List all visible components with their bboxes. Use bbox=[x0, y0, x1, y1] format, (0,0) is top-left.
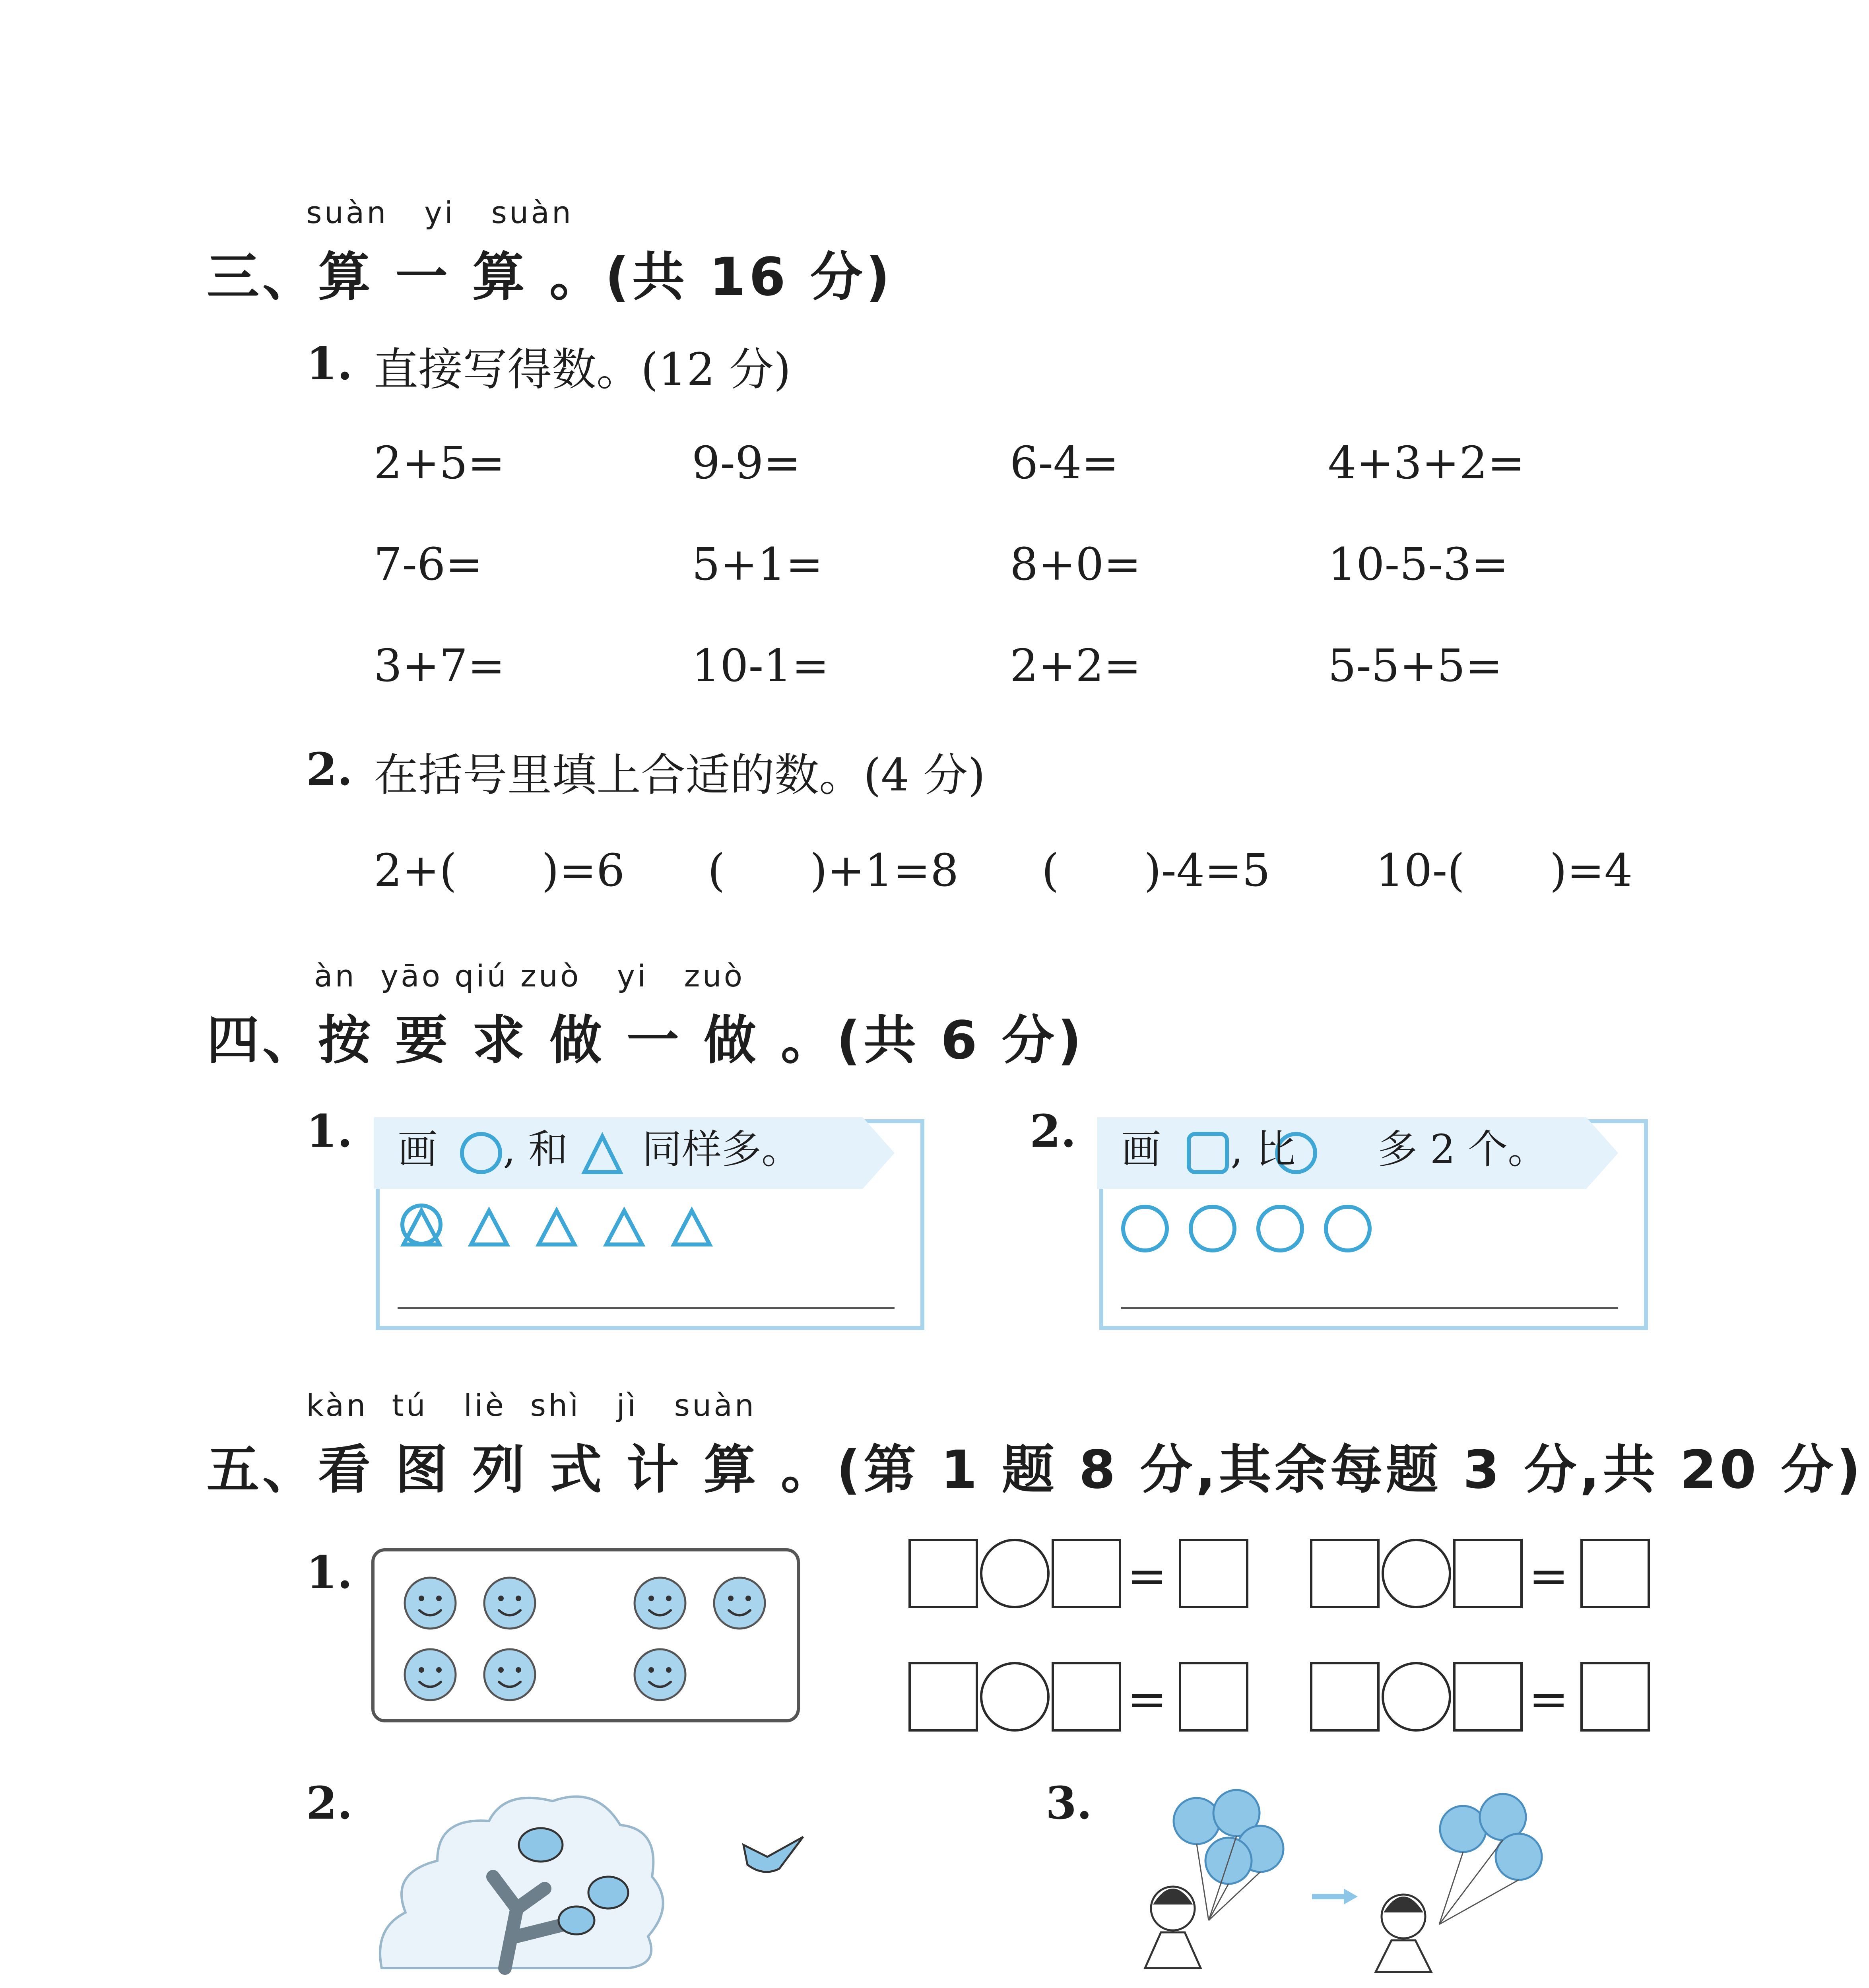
bird-icon bbox=[588, 1877, 628, 1908]
equation: 3+7= bbox=[374, 640, 505, 692]
equals-sign: = bbox=[1127, 1549, 1167, 1604]
smiley-face-icon bbox=[405, 1649, 456, 1700]
circle-shape bbox=[1191, 1207, 1234, 1250]
operator-circle[interactable] bbox=[1382, 1539, 1451, 1608]
s5-q1-number: 1. bbox=[306, 1547, 353, 1599]
smiley-face-icon bbox=[405, 1578, 456, 1629]
s3-q1-title: 直接写得数。(12 分) bbox=[374, 344, 791, 396]
s4-q1-prompt-b: , 和 bbox=[503, 1126, 568, 1173]
s5-q3-number: 3. bbox=[1046, 1777, 1092, 1829]
fill-blank-item[interactable]: 10-( )=4 bbox=[1376, 845, 1633, 897]
smiley-faces-picture bbox=[370, 1547, 803, 1726]
s4-q2-prompt-a: 画 bbox=[1121, 1126, 1161, 1173]
equation: 5+1= bbox=[692, 539, 823, 590]
equals-sign: = bbox=[1127, 1672, 1167, 1727]
equation: 10-1= bbox=[692, 640, 829, 692]
answer-box[interactable] bbox=[1179, 1662, 1248, 1732]
equation: 2+5= bbox=[374, 437, 505, 489]
circle-shape bbox=[1326, 1207, 1370, 1250]
triangle-shape bbox=[471, 1211, 507, 1244]
fill-blank-item[interactable]: 2+( )=6 bbox=[374, 845, 625, 897]
smiley-face-icon bbox=[484, 1578, 535, 1629]
bird-icon bbox=[519, 1828, 563, 1862]
s3-q1-number: 1. bbox=[306, 338, 353, 390]
section4-pinyin: àn yāo qiú zuò yi zuò bbox=[314, 958, 745, 994]
equation: 7-6= bbox=[374, 539, 483, 590]
section4-heading: 四、按 要 求 做 一 做 。(共 6 分) bbox=[207, 1010, 1085, 1071]
section5-pinyin: kàn tú liè shì jì suàn bbox=[306, 1388, 757, 1423]
equals-sign: = bbox=[1529, 1549, 1569, 1604]
balloon-icon bbox=[1174, 1798, 1220, 1844]
answer-box[interactable] bbox=[1453, 1662, 1523, 1732]
equation: 4+3+2= bbox=[1328, 437, 1525, 489]
answer-box[interactable] bbox=[908, 1662, 978, 1732]
circle-shape bbox=[1123, 1207, 1167, 1250]
equation: 6-4= bbox=[1010, 437, 1119, 489]
answer-box[interactable] bbox=[1179, 1539, 1248, 1608]
bird-icon bbox=[559, 1906, 594, 1934]
equation: 9-9= bbox=[692, 437, 801, 489]
equation: 5-5+5= bbox=[1328, 640, 1503, 692]
fill-blank-item[interactable]: ( )-4=5 bbox=[1042, 845, 1271, 897]
s4-q2-prompt-b: , 比 bbox=[1230, 1126, 1296, 1173]
triangle-shape bbox=[539, 1211, 574, 1244]
s4-q2-prompt-c: 多 2 个。 bbox=[1378, 1126, 1548, 1173]
s3-q2-number: 2. bbox=[306, 744, 353, 796]
birds-tree-picture bbox=[374, 1777, 831, 1976]
answer-box[interactable] bbox=[1052, 1539, 1121, 1608]
answer-box[interactable] bbox=[1310, 1539, 1380, 1608]
equals-sign: = bbox=[1529, 1672, 1569, 1727]
arrow-icon bbox=[1344, 1889, 1358, 1905]
circle-shape bbox=[1258, 1207, 1302, 1250]
answer-box[interactable] bbox=[1580, 1539, 1650, 1608]
fill-blank-item[interactable]: ( )+1=8 bbox=[708, 845, 959, 897]
section3-heading: 三、算 一 算 。(共 16 分) bbox=[207, 247, 893, 308]
answer-box[interactable] bbox=[1310, 1662, 1380, 1732]
answer-box[interactable] bbox=[1580, 1662, 1650, 1732]
triangle-shape bbox=[674, 1211, 710, 1244]
s5-q2-number: 2. bbox=[306, 1777, 353, 1829]
section3-pinyin: suàn yi suàn bbox=[306, 195, 574, 230]
s4-q1-number: 1. bbox=[306, 1105, 353, 1157]
operator-circle[interactable] bbox=[980, 1539, 1050, 1608]
triangle-shape bbox=[606, 1211, 642, 1244]
smiley-face-icon bbox=[484, 1649, 535, 1700]
girl-balloons-picture bbox=[1129, 1777, 1578, 1976]
operator-circle[interactable] bbox=[980, 1662, 1050, 1732]
equation: 2+2= bbox=[1010, 640, 1141, 692]
answer-box[interactable] bbox=[1052, 1662, 1121, 1732]
smiley-face-icon bbox=[635, 1578, 685, 1629]
equation: 8+0= bbox=[1010, 539, 1141, 590]
s4-q1-prompt-a: 画 bbox=[398, 1126, 437, 1173]
answer-box[interactable] bbox=[908, 1539, 978, 1608]
smiley-face-icon bbox=[714, 1578, 765, 1629]
equation: 10-5-3= bbox=[1328, 539, 1509, 590]
section5-heading: 五、看 图 列 式 计 算 。(第 1 题 8 分,其余每题 3 分,共 20 分) bbox=[207, 1439, 1864, 1501]
smiley-face-icon bbox=[635, 1649, 685, 1700]
s3-q2-title: 在括号里填上合适的数。(4 分) bbox=[374, 749, 986, 801]
operator-circle[interactable] bbox=[1382, 1662, 1451, 1732]
answer-box[interactable] bbox=[1453, 1539, 1523, 1608]
flying-bird-icon bbox=[743, 1837, 803, 1872]
s4-q2-number: 2. bbox=[1030, 1105, 1076, 1157]
s4-q1-prompt-c: 同样多。 bbox=[642, 1126, 801, 1173]
s4-q2-card bbox=[1089, 1109, 1654, 1336]
